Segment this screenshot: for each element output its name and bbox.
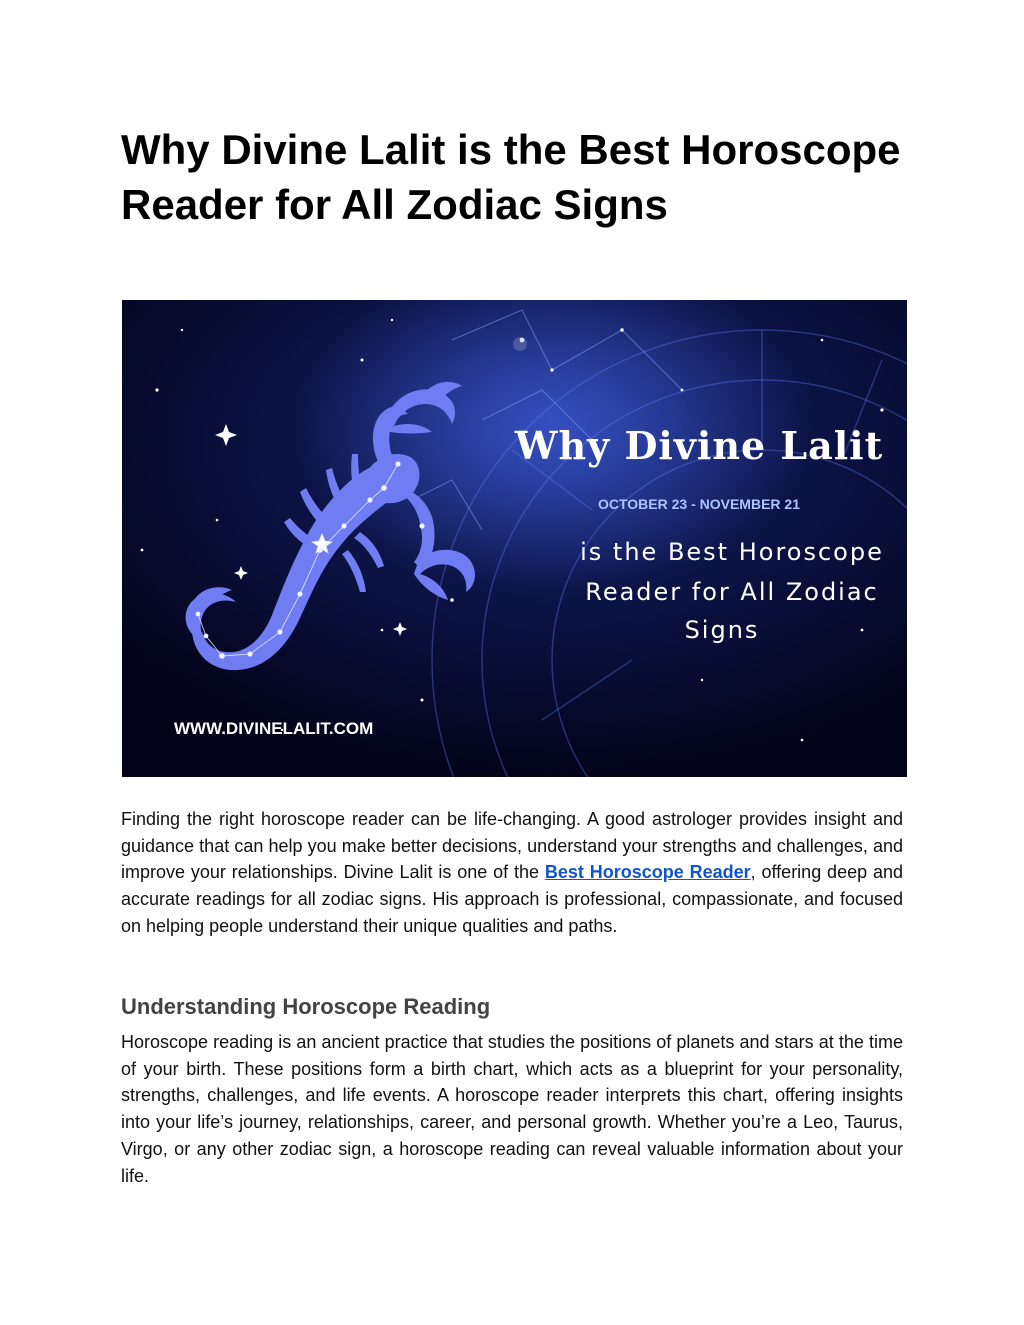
hero-banner-graphic [122,300,907,777]
intro-paragraph [121,806,903,940]
banner-headline: Why Divine Lalit [514,423,884,468]
intro-text-before-link: Finding the right horoscope reader can be life-changing. A good astrologer provides insight and guidance that can help you make better decisions, understand your strengths and challenges, and improve your relationships. Divine Lalit is one of the [121,809,903,883]
banner-website: WWW.DIVINELALIT.COM [174,719,374,738]
banner-tagline-line2: Reader for All Zodiac [585,578,879,606]
section-heading: Understanding Horoscope Reading [121,994,491,1019]
best-horoscope-reader-link[interactable]: Best Horoscope Reader [544,862,751,883]
intro-text-after-link: , offering deep and accurate readings for all zodiac signs. His approach is professional, compassionate, and focused on helping people understand their unique qualities and paths. [121,862,903,936]
hero-banner-image [122,300,907,777]
section-body-paragraph: Horoscope reading is an ancient practice that studies the positions of planets and stars at the time of your birth. These positions form a birth chart, which acts as a blueprint for your personality, strengths, challenges, and life events. A horoscope reader interprets this chart, offering insights into your life’s journey, relationships, career, and personal growth. Whether you’re a Leo, Taurus, Virgo, or any other zodiac sign, a horoscope reading can reveal valuable information about your life. [121,1032,903,1186]
banner-dates: OCTOBER 23 - NOVEMBER 21 [597,496,801,512]
banner-tagline-line1: is the Best Horoscope [580,538,884,566]
page-title: Why Divine Lalit is the Best Horoscope Reader for All Zodiac Signs [121,126,901,228]
banner-tagline-line3: Signs [684,616,760,644]
